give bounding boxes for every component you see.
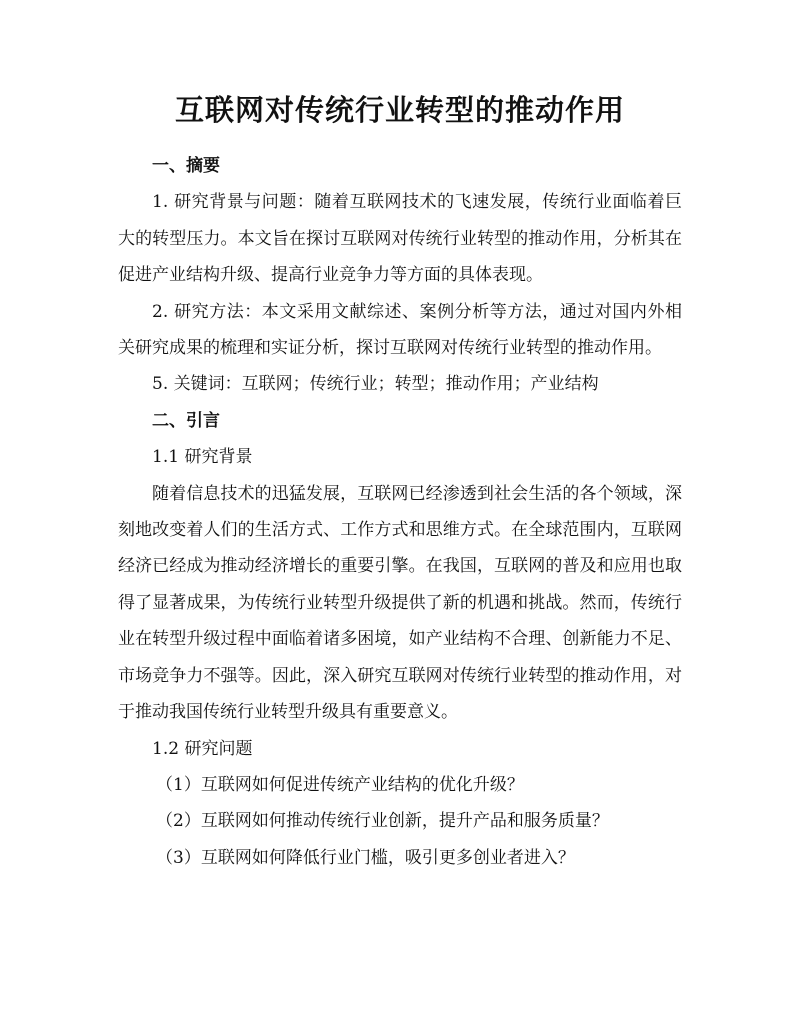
paragraph-research-background: 随着信息技术的迅猛发展，互联网已经渗透到社会生活的各个领域，深刻地改变着人们的生活方式、工作方式和思维方式。在全球范围内，互联网经济已经成为推动经济增长的重要引擎。在我国，互联网的普及和应用也取得了显著成果，为传统行业转型升级提供了新的机遇和挑战。然而，传统行业在转型升级过程中面临着诸多困境，如产业结构不合理、创新能力不足、市场竞争力不强等。因此，深入研究互联网对传统行业转型的推动作用，对于推动我国传统行业转型升级具有重要意义。: [118, 483, 682, 723]
subheading-questions: 1.2 研究问题: [152, 738, 253, 759]
paragraph-keywords: 5. 关键词：互联网；传统行业；转型；推动作用；产业结构: [152, 374, 599, 395]
paragraph-method: 2. 研究方法：本文采用文献综述、案例分析等方法，通过对国内外相关研究成果的梳理和实证分析，探讨互联网对传统行业转型的推动作用。: [118, 301, 682, 359]
section-heading-intro: 二、引言: [152, 410, 220, 431]
document-body: [118, 148, 682, 876]
question-item-3: （3）互联网如何降低行业门槛，吸引更多创业者进入？: [156, 847, 575, 868]
question-item-1: （1）互联网如何促进传统产业结构的优化升级？: [156, 774, 524, 795]
section-heading-abstract: 一、摘要: [152, 156, 220, 176]
paragraph-background: 1. 研究背景与问题：随着互联网技术的飞速发展，传统行业面临着巨大的转型压力。本文旨在探讨互联网对传统行业转型的推动作用，分析其在促进产业结构升级、提高行业竞争力等方面的具体表现。: [118, 192, 682, 286]
subheading-background: 1.1 研究背景: [152, 447, 253, 468]
document-title: 互联网对传统行业转型的推动作用: [174, 93, 625, 127]
question-item-2: （2）互联网如何推动传统行业创新，提升产品和服务质量？: [156, 811, 609, 832]
